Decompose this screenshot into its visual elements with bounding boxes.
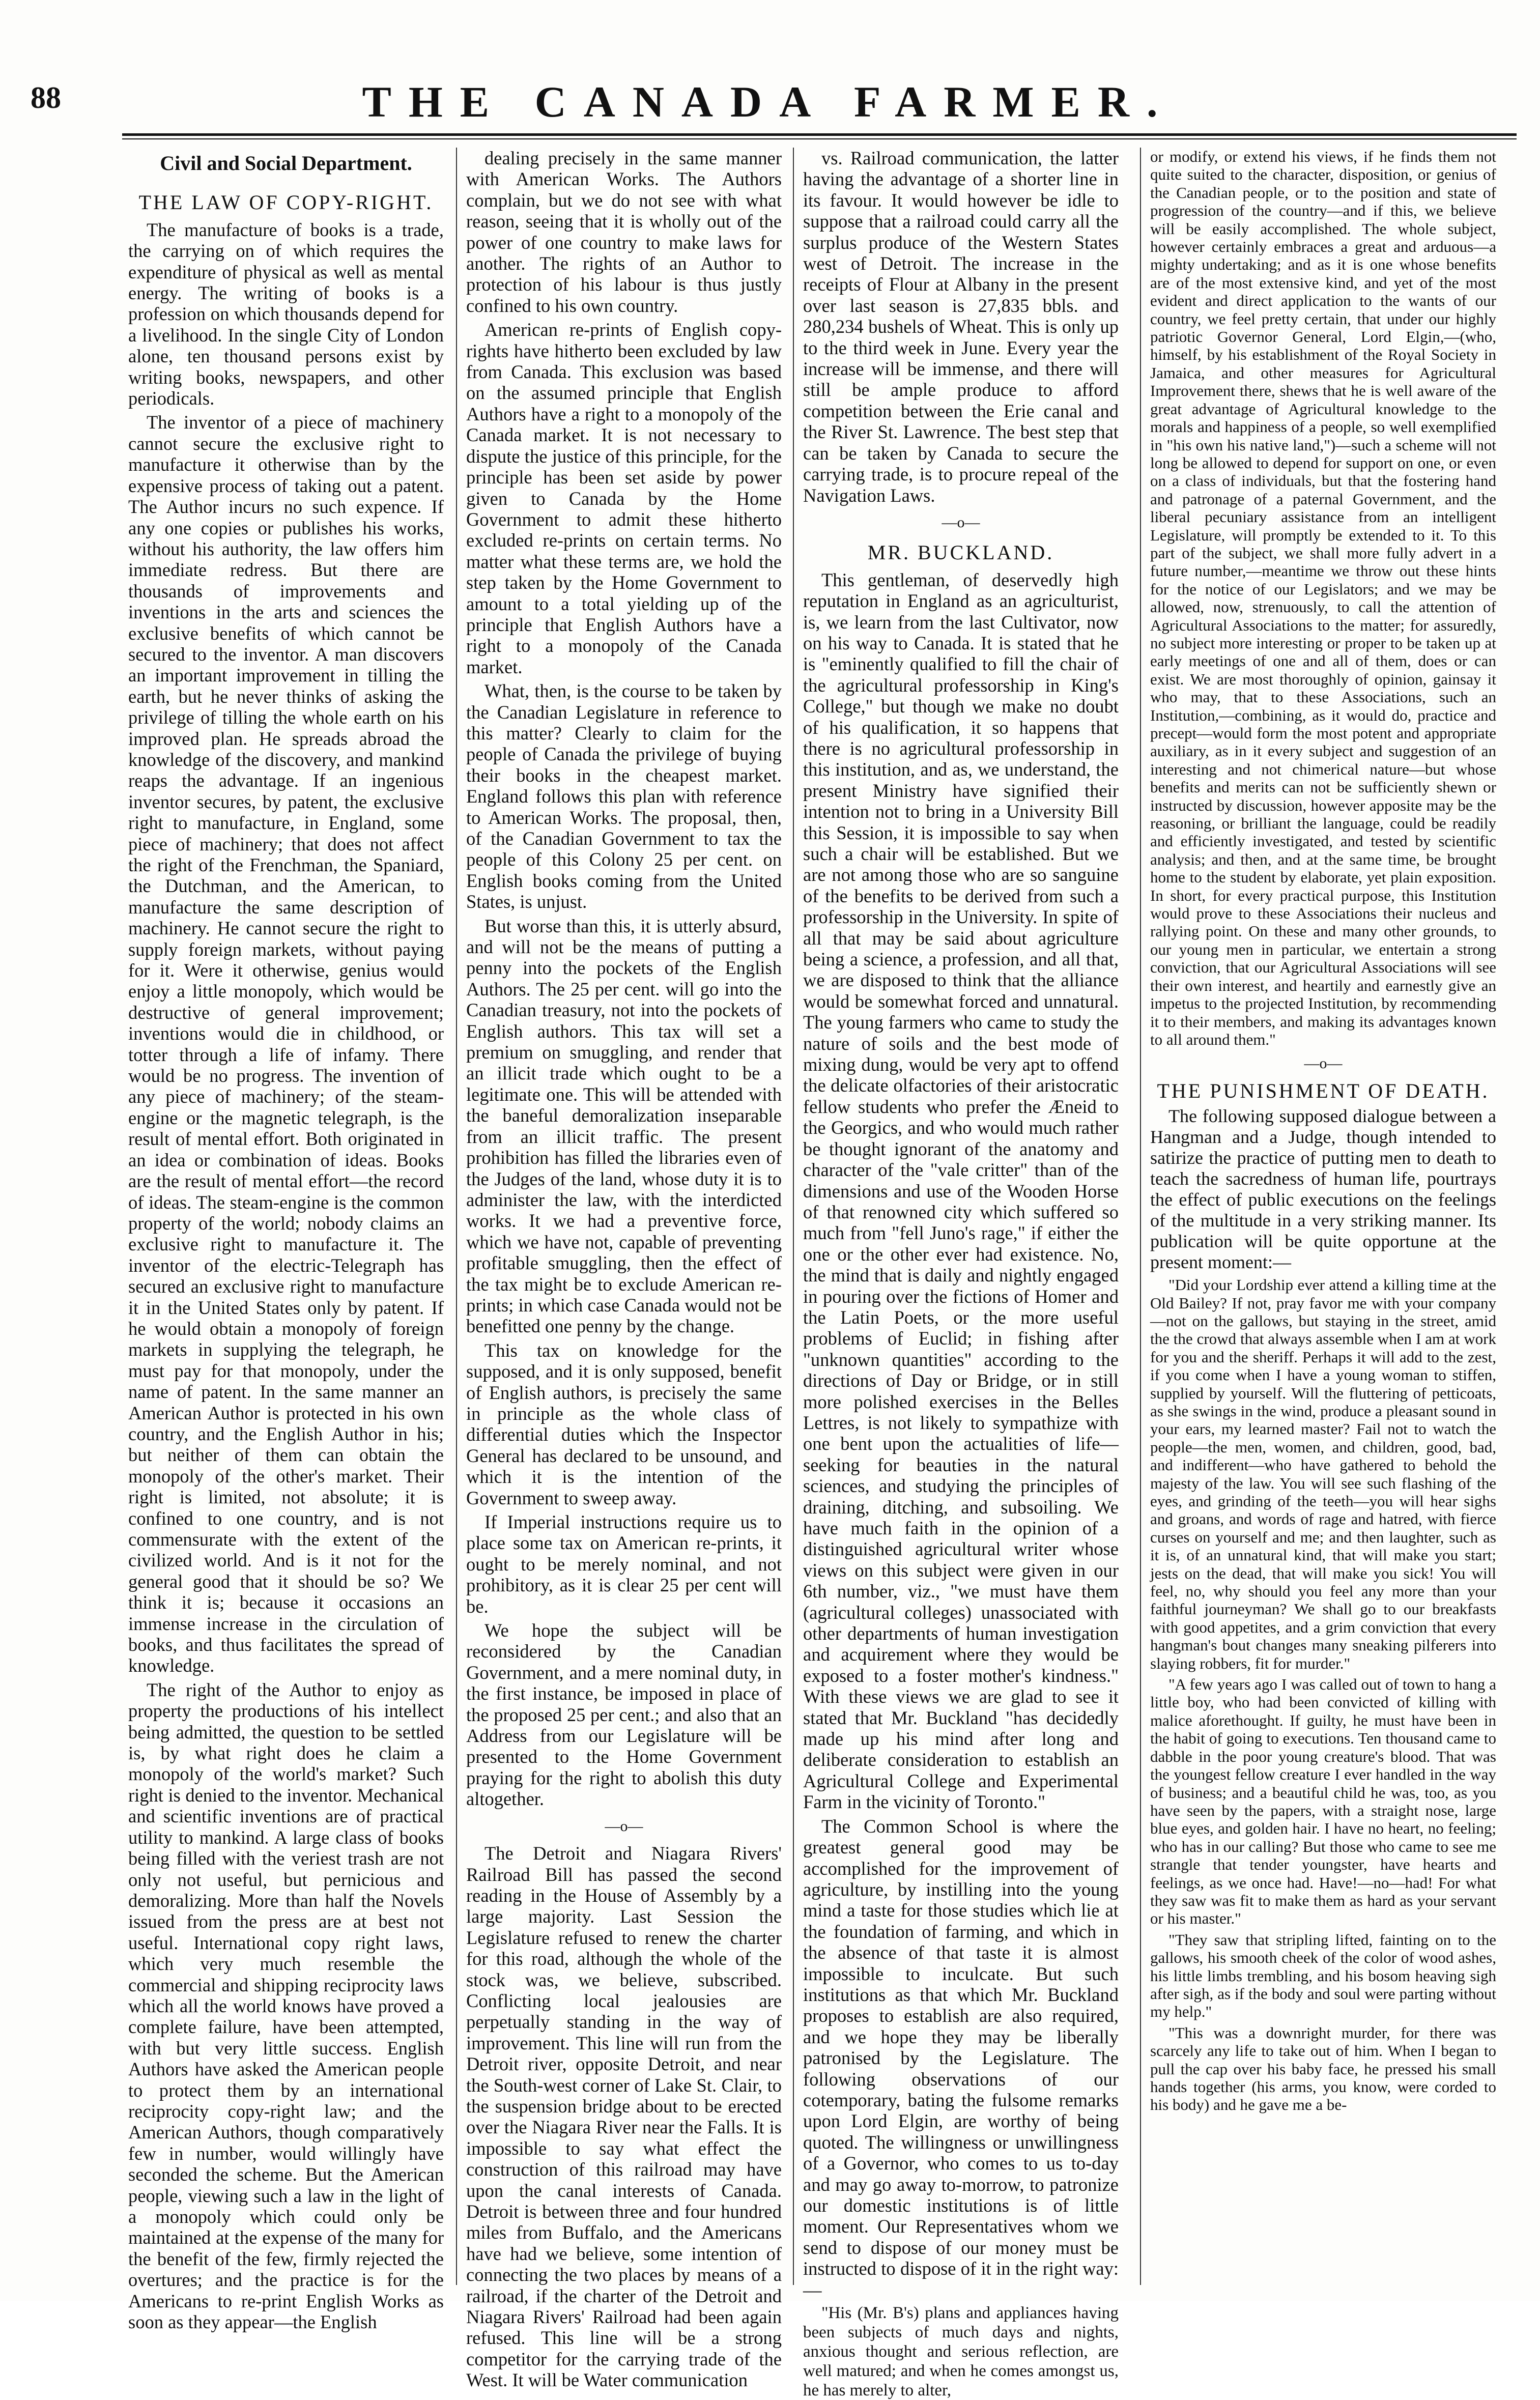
header-rule-thin [122, 138, 1517, 139]
article-paragraph: American re-prints of English copy-rights have hitherto been excluded by law from Canada. This exclusion was based on the assumed principle that English Authors have a right to a monopoly of the Canada market. It is not necessary to dispute the justice of this principle, for the principle has been set aside by power given to Canada by the Home Government to admit these hitherto excluded re-prints on certain terms. No matter what these terms are, we hold the step taken by the Home Government to amount to a total yielding up of the principle that English Authors have a right to a monopoly of the Canada market. [466, 319, 782, 677]
article-paragraph: vs. Railroad communication, the latter having the advantage of a shorter line in its favour. It would however be idle to suppose that a railroad could carry all the surplus produce of the Western States west of Detroit. The increase in the receipts of Flour at Albany in the present over last season is 27,835 bbls. and 280,234 bushels of Wheat. This is only up to the third week in June. Every year the increase will be immense, and there will still be ample produce to afford competition between the Erie canal and the River St. Lawrence. The best step that can be taken by Canada to secure the carrying trade, is to procure repeal of the Navigation Laws. [803, 148, 1119, 506]
column-divider [793, 148, 794, 2285]
article-paragraph: "His (Mr. B's) plans and appliances having been subjects of much days and nights, anxious thought and serious reflection, are well matured; and when he comes amongst us, he has merely to alter, [803, 2304, 1119, 2400]
column-2 [466, 148, 782, 2391]
article-heading: THE PUNISHMENT OF DEATH. [1157, 1079, 1490, 1102]
article-paragraph: The inventor of a piece of machinery cannot secure the exclusive right to manufacture it otherwise than by the expensive process of taking out a patent. The Author incurs no such expence. If any one copies or publishes his works, without his authority, the law offers him immediate redress. But there are thousands of improvements and inventions in the arts and sciences the exclusive benefits of which cannot be secured to the inventor. A man discovers an important improvement in tilling the earth, but he never thinks of asking the privilege of tilling the whole earth on his improved plan. He spreads abroad the knowledge of the discovery, and mankind reaps the advantage. If an ingenious inventor secures, by patent, the exclusive right to manufacture, in England, some piece of machinery; that does not affect the right of the Frenchman, the Spaniard, the Dutchman, and the American, to manufacture the same description of machinery. He cannot secure the right to supply foreign markets, without paying for it. Were it otherwise, genius would enjoy a little monopoly, which would be destructive of general improvement; inventions would die in childhood, or totter through a life of infamy. There would be no progress. The invention of any piece of machinery; of the steam-engine or the magnetic telegraph, is the result of mental effort. Both originated in an idea or combination of ideas. Books are the result of mental effort—the record of ideas. The steam-engine is the common property of the world; nobody claims an exclusive right to manufacture it. The inventor of the electric-Telegraph has secured an exclusive right to manufacture it in the United States only by patent. If he would obtain a monopoly of foreign markets in supplying the telegraph, he must pay for that monopoly, under the name of patent. In the same manner an American Author is protected in his own country, and the English Author in his; but neither of them can obtain the monopoly of the other's market. Their right is limited, not absolute; it is confined to one country, and is not commensurate with the extent of the civilized world. And is it not for the general good that it should be so? We think it is; because it occasions an immense increase in the circulation of books, and thus facilitates the spread of knowledge. [128, 412, 444, 1676]
article-paragraph: The right of the Author to enjoy as property the productions of his intellect being admitted, the question to be settled is, by what right does he claim a monopoly of the world's market? Such right is denied to the inventor. Mechanical and scientific inventions are of practical utility to mankind. A large class of books being filled with the veriest trash are not only not useful, but pernicious and demoralizing. More than half the Novels issued from the press are at best not useful. International copy right laws, which very much resemble the commercial and shipping reciprocity laws which all the world knows have proved a complete failure, have been attempted, with but very little success. English Authors have asked the American people to protect them by an international reciprocity copy-right law; and the American Authors, though comparatively few in number, would willingly have seconded the scheme. But the American people, viewing such a law in the light of a monopoly which could only be maintained at the expense of the many for the benefit of the few, firmly rejected the overtures; and the practice is for the Americans to re-print English Works as soon as they appear—the English [128, 1679, 444, 2333]
article-paragraph: This tax on knowledge for the supposed, and it is only supposed, benefit of English authors, is precisely the same in principle as the whole class of differential duties which the Inspector General has declared to be unsound, and which it is the intention of the Government to sweep away. [466, 1339, 782, 1508]
article-paragraph: dealing precisely in the same manner with American Works. The Authors complain, but we do not see with what reason, seeing that it is wholly out of the power of one country to make laws for another. The rights of an Author to protection of his labour is thus justly confined to his own country. [466, 148, 782, 316]
page-number: 88 [31, 81, 61, 115]
page-header [31, 76, 1506, 132]
article-paragraph: "They saw that stripling lifted, fainting on to the gallows, his smooth cheek of the color of wood ashes, his little limbs trembling, and his bosom heaving sigh after sigh, as if the body and soul were parting without my help." [1150, 1930, 1496, 2021]
header-rule [122, 133, 1517, 136]
column-divider [456, 148, 457, 2285]
article-paragraph: The Detroit and Niagara Rivers' Railroad Bill has passed the second reading in the House of Assembly by a large majority. Last Session the Legislature refused to renew the charter for this road, although the whole of the stock was, we believe, subscribed. Conflicting local jealousies are perpetually standing in the way of improvement. This line will run from the Detroit river, opposite Detroit, and near the South-west corner of Lake St. Clair, to the suspension bridge about to be erected over the Niagara River near the Falls. It is impossible to say what effect the construction of this railroad may have upon the canal interests of Canada. Detroit is between three and four hundred miles from Buffalo, and the Americans have had we believe, some intention of connecting the two places by means of a railroad, if the charter of the Detroit and Niagara Rivers' Railroad had been again refused. This line will be a strong competitor for the carrying trade of the West. It will be Water communication [466, 1843, 782, 2391]
article-paragraph: "This was a downright murder, for there was scarcely any life to take out of him. When I began to pull the cap over his baby face, he pressed his small hands together (his arms, you know, were corded to his body) and he gave me a be- [1150, 2023, 1496, 2114]
article-paragraph: But worse than this, it is utterly absurd, and will not be the means of putting a penny into the pockets of the English Authors. The 25 per cent. will go into the Canadian treasury, not into the pockets of English authors. This tax will set a premium on smuggling, and render that an illicit trade which ought to be a legitimate one. This will be attended with the baneful demoralization inseparable from an illicit traffic. The present prohibition has filled the libraries even of the Judges of the land, whose duty it is to administer the law, with the interdicted works. It we had a preventive force, which we have not, capable of preventing profitable smuggling, then the effect of the tax might be to exclude American re-prints; in which case Canada would not be benefitted one penny by the change. [466, 915, 782, 1337]
article-paragraph: The manufacture of books is a trade, the carrying on of which requires the expenditure of physical as well as mental energy. The writing of books is a profession on which thousands depend for a livelihood. In the single City of London alone, ten thousand persons exist by writing books, newspapers, and other periodicals. [128, 219, 444, 409]
article-heading: THE LAW OF COPY-RIGHT. [138, 191, 434, 214]
column-3 [803, 148, 1119, 2400]
article-paragraph: "Did your Lordship ever attend a killing time at the Old Bailey? If not, pray favor me with your company—not on the gallows, but staying in the street, amid the the crowd that always assemble when I am at work for you and the sheriff. Perhaps it will add to the zest, if you come when I have a young woman to stiffen, supplied by yourself. Will the fluttering of petticoats, as she swings in the wind, produce a pleasant sound in your ears, my learned master? Fail not to watch the people—the men, women, and children, good, bad, and indifferent—who have gathered to behold the majesty of the law. You will see such flashing of the eyes, and grinding of the teeth—you will hear sighs and groans, and words of rage and hatred, with fierce curses on yourself and me; and then laughter, such as it is, of an unnatural kind, that will make you start; jests on the dead, that will make you sick! You will feel, no, why should you feel any more than your faithful journeyman? We shall go to our breakfasts with good appetites, and a grim conviction that every hangman's bout changes many sneaking pilferers into slaying robbers, fit for murder." [1150, 1276, 1496, 1672]
section-ornament: —o— [605, 1817, 643, 1835]
article-heading: MR. BUCKLAND. [867, 541, 1054, 564]
article-paragraph: This gentleman, of deservedly high reputation in England as an agriculturist, is, we learn from the last Cultivator, now on his way to Canada. It is stated that he is "eminently qualified to fill the chair of the agricultural professorship in King's College," but though we make no doubt of his qualification, it so happens that there is no agricultural professorship in this institution, and as, we understand, the present Ministry have signified their intention not to bring in a University Bill this Session, it is impossible to say when such a chair will be established. But we are not among those who are so sanguine of the benefits to be derived from such a professorship in the University. In spite of all that may be said about agriculture being a science, a profession, and all that, we are disposed to think that the alliance would be somewhat forced and unnatural. The young farmers who came to study the nature of soils and the best mode of mixing dung, would be very apt to offend the delicate olfactories of their aristocratic fellow students who prefer the Æneid to the Georgics, and who would much rather be thought ignorant of the anatomy and character of the "vale critter" than of the dimensions and use of the Wooden Horse of that renowned city which suffered so much from "fell Juno's rage," if either the one or the other ever had existence. No, the mind that is daily and nightly engaged in pouring over the fictions of Homer and the Latin Poets, or the more useful problems of Euclid; in fishing after "unknown quantities" according to the directions of Day or Bridge, or in still more polished exercises in the Belles Lettres, is not likely to sympathize with one bent upon the actualities of life—seeking for beauties in the natural sciences, and studying the principles of draining, ditching, and subsoiling. We have much faith in the opinion of a distinguished agricultural writer whose views on this subject were given in our 6th number, viz., "we must have them (agricultural colleges) unassociated with other departments of human investigation and acquirement where they would be exposed to a foster mother's kindness." With these views we are glad to see it stated that Mr. Buckland "has decidedly made up his mind after long and deliberate consideration to establish an Agricultural College and Experimental Farm in the vicinity of Toronto." [803, 569, 1119, 1813]
masthead-title: THE CANADA FARMER. [362, 77, 1175, 126]
department-heading: Civil and Social Department. [160, 152, 412, 175]
column-4 [1150, 148, 1496, 2285]
article-paragraph: What, then, is the course to be taken by the Canadian Legislature in reference to this matter? Clearly to claim for the people of Canada the privilege of buying their books in the cheapest market. England follows this plan with reference to American Works. The proposal, then, of the Canadian Government to tax the people of this Colony 25 per cent. on English books coming from the United States, is unjust. [466, 680, 782, 912]
column-1 [128, 148, 444, 2333]
section-ornament: —o— [1304, 1055, 1343, 1072]
article-paragraph: If Imperial instructions require us to place some tax on American re-prints, it ought to be merely nominal, and not prohibitory, as it is clear 25 per cent will be. [466, 1511, 782, 1617]
article-paragraph: "A few years ago I was called out of town to hang a little boy, who had been convicted of killing with malice aforethought. If guilty, he must have been in the habit of going to executions. Ten thousand came to dabble in the poor young creature's blood. That was the youngest fellow creature I ever handled in the way of business; and a beautiful child he was, too, as you have seen by the papers, with a straight nose, large blue eyes, and golden hair. I have no heart, no feeling; who has in our calling? But those who came to see me strangle that tender youngster, have hearts and feelings, as we once had. Have!—no—had! For what they saw was fit to make them as hard as your servant or his master." [1150, 1675, 1496, 1928]
article-paragraph: The Common School is where the greatest general good may be accomplished for the improvement of agriculture, by instilling into the young mind a taste for those studies which lie at the foundation of farming, and which in the absence of that taste it is almost impossible to inculcate. But such institutions as that which Mr. Buckland proposes to establish are also required, and we hope they may be liberally patronised by the Legislature. The following observations of our cotemporary, bating the fulsome remarks upon Lord Elgin, are worthy of being quoted. The willingness or unwillingness of a Governor, who comes to us to-day and may go away to-morrow, to patronize our domestic institutions is of little moment. Our Representatives whom we send to dispose of our money must be instructed to dispose of it in the right way:— [803, 1815, 1119, 2300]
quoted-paragraph: or modify, or extend his views, if he finds them not quite suited to the character, disposition, or genius of the Canadian people, or to the position and state of progression of the country—and if this, we believe will be easily accomplished. The whole subject, however certainly embraces a great and arduous—a mighty undertaking; and as it is one whose benefits are of the most extensive kind, and yet of the most evident and direct application to the wants of our country, we feel pretty certain, that under our highly patriotic Governor General, Lord Elgin,—(who, himself, by his establishment of the Royal Society in Jamaica, and other measures for Agricultural Improvement there, shews that he is well aware of the great advantage of Agricultural knowledge to the morals and happiness of a people, so well exemplified in "his own his native land,")—such a scheme will not long be allowed to depend for support on one, or even on a class of individuals, but that the fostering hand and patronage of a paternal Government, and the liberal pecuniary assistance from an intelligent Legislature, will promptly be extended to it. To this part of the subject, we shall more fully advert in a future number,—meantime we throw out these hints for the notice of our Legislators; and we may be allowed, now, strenuously, to call the attention of Agricultural Associations to the matter; for assuredly, no subject more interesting or proper to be taken up at early meetings of one and all of them, does or can exist. We are most thoroughly of opinion, gainsay it who may, that to these Associations, such an Institution,—combining, as it would do, practice and precept—would form the most potent and appropriate auxiliary, as in it every subject and suggestion of an interesting and not chimerical nature—but whose benefits and merits can not be sufficiently shewn or instructed by discussion, however apposite may be the reasoning, or brilliant the language, could be readily and efficiently investigated, and tested by scientific analysis; and then, and at the same time, be brought home to the student by elaborate, yet plain exposition. In short, for every practical purpose, this Institution would prove to these Associations their nucleus and rallying point. On these and many other grounds, to our young men in particular, we entertain a strong conviction, that our Agricultural Associations will see their own interest, and heartily and earnestly give an impetus to the projected Institution, by recommending it to their members, and making its advantages known to all around them." [1150, 148, 1496, 1048]
article-paragraph: We hope the subject will be reconsidered by the Canadian Government, and a mere nominal duty, in the first instance, be imposed in place of the proposed 25 per cent.; and also that an Address from our Legislature will be presented to the Home Government praying for the right to abolish this duty altogether. [466, 1620, 782, 1810]
article-paragraph: The following supposed dialogue between a Hangman and a Judge, though intended to satirize the practice of putting men to death to teach the sacredness of human life, pourtrays the effect of public executions on the feelings of the multitude in a very striking manner. Its publication will be quite opportune at the present moment:— [1150, 1106, 1496, 1273]
column-divider [1140, 148, 1141, 2285]
section-ornament: —o— [942, 513, 980, 531]
